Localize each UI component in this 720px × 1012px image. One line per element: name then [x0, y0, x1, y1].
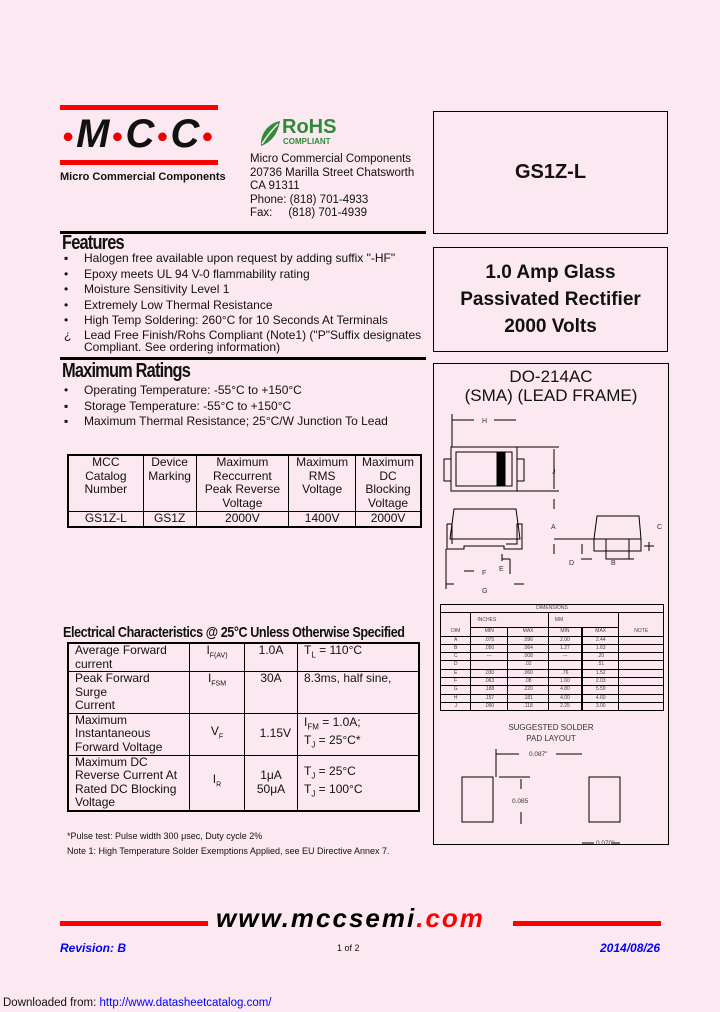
- table-row: G .188 .220 4.80 5.59: [441, 686, 664, 694]
- table-row: D .02 .51: [441, 661, 664, 669]
- logo-caption: Micro Commercial Components: [60, 171, 226, 183]
- table-row: F .063 .08 1.60 2.03: [441, 678, 664, 686]
- table-row: J .090 .118 2.25 3.00: [441, 702, 664, 710]
- leaf-icon: [258, 118, 282, 148]
- table-row: A .075 .096 2.00 2.44: [441, 636, 664, 644]
- svg-text:G: G: [482, 588, 488, 595]
- footer-website-link[interactable]: www.mccsemi.com: [216, 903, 485, 933]
- svg-text:F: F: [482, 570, 487, 577]
- mcc-logo: ●M●C●C●: [62, 112, 216, 156]
- max-ratings-heading: Maximum Ratings: [62, 360, 191, 382]
- svg-text:J: J: [552, 469, 556, 476]
- svg-text:E: E: [499, 566, 504, 573]
- rohs-title: RoHS: [282, 116, 337, 138]
- footer-bar-right: [513, 921, 661, 926]
- description-box: 1.0 Amp Glass Passivated Rectifier 2000 Volts: [433, 247, 668, 352]
- feature-item: • Moisture Sensitivity Level 1: [64, 282, 230, 296]
- page-number: 1 of 2: [337, 943, 360, 953]
- revision: Revision: B: [60, 941, 127, 955]
- rohs-subtitle: COMPLIANT: [283, 137, 331, 146]
- company-address: Micro Commercial Components 20736 Marilla Street Chatsworth CA 91311 Phone: (818) 701-4933 Fax: (818) 701-4939: [250, 153, 415, 219]
- svg-text:B: B: [611, 560, 616, 567]
- rating-item: ▪ Storage Temperature: -55°C to +150°C: [64, 398, 292, 413]
- download-link[interactable]: http://www.datasheetcatalog.com/: [99, 997, 272, 1009]
- electrical-table: [67, 642, 420, 812]
- svg-text:C: C: [657, 524, 663, 531]
- table-row: Peak Forward Surge Current $I_{FSM}$ 30A 8.3ms, half sine,: [68, 672, 419, 714]
- table-row: Maximum DC Reverse Current At Rated DC Blocking Voltage $I_R$ 1μA 50μA $T_J = 25^\circ C$ $T_J = 100^\circ C$: [68, 755, 419, 811]
- download-source: Downloaded from: http://www.datasheetcatalog.com/: [3, 997, 272, 1009]
- table-row: B .050 .064 1.27 1.63: [441, 644, 664, 652]
- svg-text:D: D: [569, 560, 575, 567]
- rohs-badge: [258, 118, 348, 150]
- feature-item: • Epoxy meets UL 94 V-0 flammability rating: [64, 266, 310, 281]
- part-number: GS1Z-L: [514, 161, 587, 183]
- svg-text:0.070": 0.070": [596, 840, 615, 847]
- footer-bar-left: [60, 921, 208, 926]
- table-row: E .030 .060 .76 1.52: [441, 669, 664, 677]
- svg-text:0.085: 0.085: [512, 798, 529, 805]
- revision-date: 2014/08/26: [600, 941, 661, 955]
- table-row: H .157 .181 4.00 4.60: [441, 694, 664, 702]
- feature-item: • Extremely Low Thermal Resistance: [64, 297, 273, 312]
- part-number-box: [433, 111, 668, 234]
- package-box: [433, 363, 669, 845]
- dimensions-table: DIMENSIONS DIM INCHES MM NOTE MIN MAX MIN MAX A .075 .096 2.00 2.44 B .050 .064 1.27 1.63 C --- .008 --- .20 D .02 .51 E .030 .060 .76 1.52 F .063 .08 1.60 2.03 G .188 .220 4.80 5.59 H .157 .181 4.00 4.60 J .090 .118 2.25 3.00: [440, 604, 664, 711]
- feature-item: • High Temp Soldering: 260°C for 10 Seconds At Terminals: [64, 313, 388, 327]
- features-heading: Features: [62, 232, 124, 254]
- pad-layout-title: SUGGESTED SOLDER PAD LAYOUT: [508, 723, 594, 743]
- max-ratings-list: [60, 383, 430, 430]
- features-list: [60, 251, 430, 353]
- package-subtitle: (SMA) (LEAD FRAME): [464, 386, 638, 405]
- svg-text:H: H: [482, 418, 488, 425]
- feature-item: ▪ Halogen free available upon request by adding suffix "-HF": [64, 251, 396, 265]
- package-title: DO-214AC: [509, 367, 593, 386]
- table-row: C --- .008 --- .20: [441, 653, 664, 661]
- pulse-note: *Pulse test: Pulse width 300 μsec, Duty cycle 2%: [67, 831, 263, 841]
- electrical-heading: Electrical Characteristics @ 25°C Unless Otherwise Specified: [63, 624, 405, 641]
- pad-layout-drawing: [434, 744, 668, 854]
- svg-text:A: A: [551, 524, 556, 531]
- feature-item: ¿ Lead Free Finish/Rohs Compliant (Note1) ("P"Suffix designates Compliant. See ordering information): [64, 327, 422, 354]
- note-1: Note 1: High Temperature Solder Exemptions Applied, see EU Directive Annex 7.: [67, 846, 390, 856]
- table-row: Maximum Instantaneous Forward Voltage $V_F$ 1.15V $I_{FM} = 1.0A$; $T_J = 25^\circ C*$: [68, 713, 419, 755]
- table-header-row: MCC Catalog Number Device Marking Maximum Reccurrent Peak Reverse Voltage Maximum RMS Voltage Maximum DC Blocking Voltage: [68, 455, 421, 512]
- table-row: Average Forward current $I_{F(AV)}$ 1.0A $T_L = 110^\circ C$: [68, 643, 419, 672]
- table-row: GS1Z-L GS1Z 2000V 1400V 2000V: [68, 512, 421, 527]
- rating-item: ▪ Maximum Thermal Resistance; 25°C/W Junction To Lead: [64, 414, 388, 428]
- logo-bottom-bar: [60, 160, 218, 165]
- rating-item: • Operating Temperature: -55°C to +150°C: [64, 383, 302, 397]
- ratings-table: [67, 454, 422, 528]
- svg-text:0.087": 0.087": [529, 751, 548, 758]
